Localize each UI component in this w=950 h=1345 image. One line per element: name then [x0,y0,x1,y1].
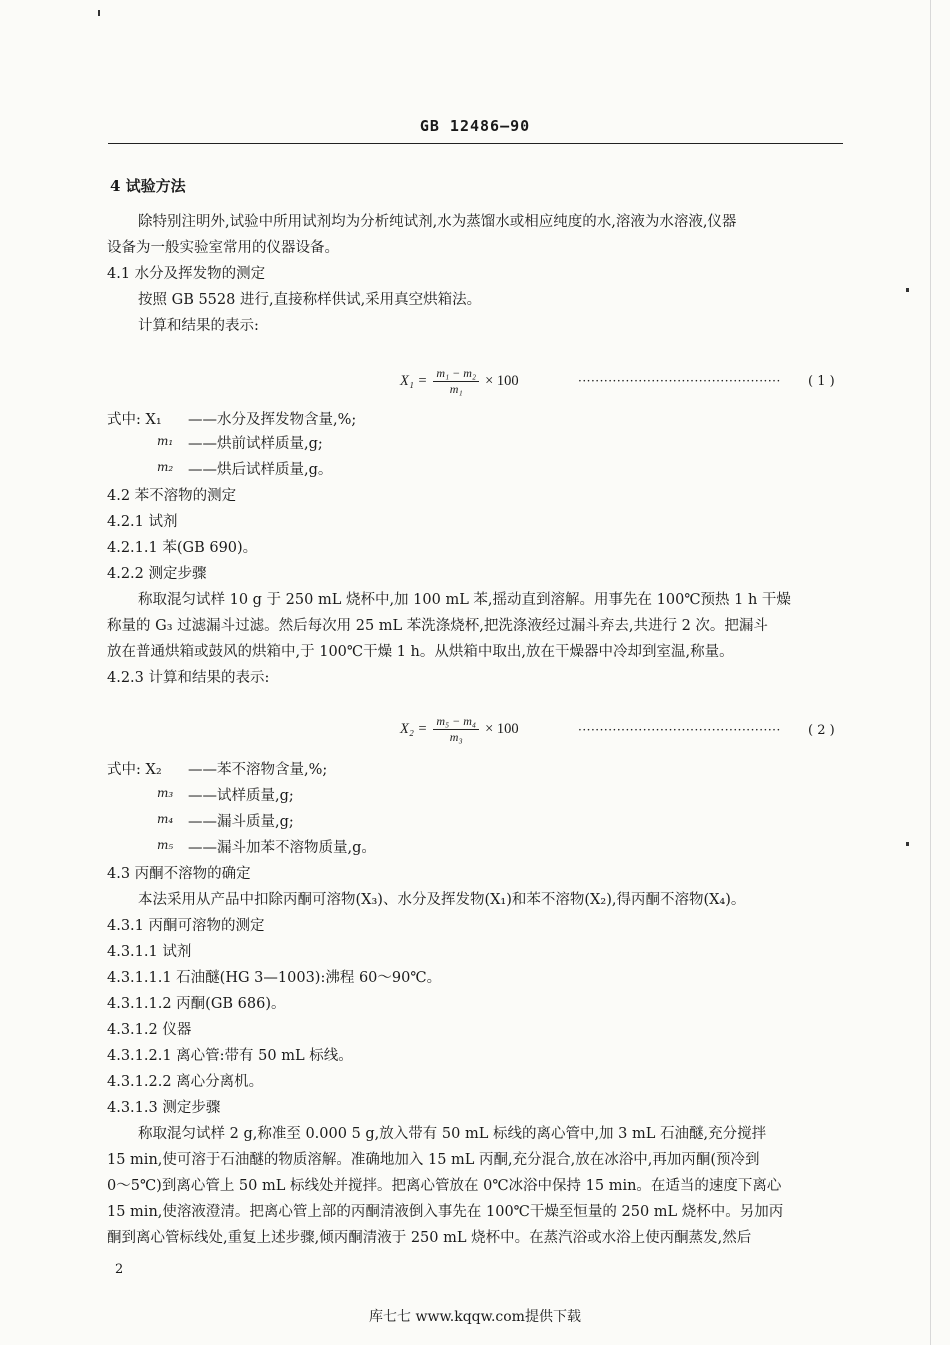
section-4-3-1-3-title: 4.3.1.3 测定步骤 [107,1100,221,1116]
formula-1-denominator: m₁ [449,382,463,396]
section-4-3-1-1-1: 4.3.1.1.1 石油醚(HG 3—1003):沸程 60～90℃。 [107,970,442,986]
section-4-2-2-para-line1: 称取混匀试样 10 g 于 250 mL 烧杯中,加 100 mL 苯,摇动直到溶解。用事先在 100℃预热 1 h 干燥 [138,592,791,608]
section-4-2-1-1-title: 4.2.1.1 苯(GB 690)。 [107,540,258,556]
scan-edge-line [930,0,931,1345]
section-4-3-1-title: 4.3.1 丙酮可溶物的测定 [107,918,265,934]
formula-1-multiplier: × 100 [485,373,519,389]
section-4-1-text2: 计算和结果的表示: [138,318,259,334]
section-4-3-title: 4.3 丙酮不溶物的确定 [107,866,251,882]
formula-1-fraction [433,366,479,397]
formula-2-leader-dots: ··············································· [578,723,781,737]
where-x2-symbol: 式中: X₂ [107,762,162,778]
section-4-2-1-title: 4.2.1 试剂 [107,514,178,530]
formula-1-lhs: X₁ = [400,373,428,389]
section-4-3-1-3-para-line4: 15 min,使溶液澄清。把离心管上部的丙酮清液倒入事先在 100℃干燥至恒量的 250 mL 烧杯中。另加丙 [107,1204,784,1220]
where-m3-desc: ——试样质量,g; [188,788,294,804]
where-m2-symbol: m₂ [157,460,174,474]
formula-1-numerator: m₁ − m₂ [433,366,479,382]
formula-2-numerator: m₅ − m₄ [433,714,479,730]
page-number: 2 [115,1262,124,1277]
section-4-3-1-2-2: 4.3.1.2.2 离心分离机。 [107,1074,264,1090]
formula-1-number: ( 1 ) [808,374,835,389]
where-m1-desc: ——烘前试样质量,g; [188,436,323,452]
where-m2-desc: ——烘后试样质量,g。 [188,462,333,478]
section-4-2-title: 4.2 苯不溶物的测定 [107,488,237,504]
formula-2-lhs: X₂ = [400,721,428,737]
section-4-1-text1: 按照 GB 5528 进行,直接称样供试,采用真空烘箱法。 [138,292,482,308]
header-rule [108,143,843,144]
where-m4-symbol: m₄ [157,812,174,826]
formula-2 [400,714,519,745]
section-4-3-1-3-para-line5: 酮到离心管标线处,重复上述步骤,倾丙酮清液于 250 mL 烧杯中。在蒸汽浴或水浴上使丙酮蒸发,然后 [107,1230,752,1246]
section-4-3-1-1-2: 4.3.1.1.2 丙酮(GB 686)。 [107,996,286,1012]
formula-1 [400,366,519,397]
section-4-3-1-3-para-line1: 称取混匀试样 2 g,称准至 0.000 5 g,放入带有 50 mL 标线的离心管中,加 3 mL 石油醚,充分搅拌 [138,1126,767,1142]
section-4-3-1-2-1: 4.3.1.2.1 离心管:带有 50 mL 标线。 [107,1048,353,1064]
section-4-3-1-3-para-line2: 15 min,使可溶于石油醚的物质溶解。准确地加入 15 mL 丙酮,充分混合,放在冰浴中,再加丙酮(预冷到 [107,1152,760,1168]
section-4-intro-line2: 设备为一般实验室常用的仪器设备。 [107,240,339,256]
section-4-3-intro: 本法采用从产品中扣除丙酮可溶物(X₃)、水分及挥发物(X₁)和苯不溶物(X₂),得丙酮不溶物(X₄)。 [138,892,746,908]
formula-2-fraction [433,714,479,745]
section-4-3-1-3-para-line3: 0～5℃)到离心管上 50 mL 标线处并搅拌。把离心管放在 0℃冰浴中保持 15 min。在适当的速度下离心 [107,1178,782,1194]
scan-mark [98,10,100,16]
formula-2-denominator: m₃ [449,730,463,744]
where-m4-desc: ——漏斗质量,g; [188,814,294,830]
scan-mark [906,288,909,292]
section-4-title: 4 试验方法 [110,177,186,195]
where-x1-desc: ——水分及挥发物含量,%; [188,412,357,428]
section-4-2-2-para-line3: 放在普通烘箱或鼓风的烘箱中,于 100℃干燥 1 h。从烘箱中取出,放在干燥器中冷却到室温,称量。 [107,644,734,660]
section-4-3-1-2-title: 4.3.1.2 仪器 [107,1022,192,1038]
section-4-2-2-title: 4.2.2 测定步骤 [107,566,207,582]
section-4-3-1-1-title: 4.3.1.1 试剂 [107,944,192,960]
section-4-1-title: 4.1 水分及挥发物的测定 [107,266,266,282]
standard-code-header: GB 12486—90 [419,117,531,135]
where-m5-symbol: m₅ [157,838,174,852]
where-m1-symbol: m₁ [157,434,174,448]
section-4-intro-line1: 除特别注明外,试验中所用试剂均为分析纯试剂,水为蒸馏水或相应纯度的水,溶液为水溶液,仪器 [138,214,737,230]
where-m3-symbol: m₃ [157,786,174,800]
formula-2-number: ( 2 ) [808,723,835,738]
section-4-2-2-para-line2: 称量的 G₃ 过滤漏斗过滤。然后每次用 25 mL 苯洗涤烧杯,把洗涤液经过漏斗弃去,共进行 2 次。把漏斗 [107,618,768,634]
download-footer: 库七七 www.kqqw.com提供下载 [369,1309,581,1325]
scan-mark [906,842,909,846]
where-x1-symbol: 式中: X₁ [107,412,162,428]
where-x2-desc: ——苯不溶物含量,%; [188,762,328,778]
formula-1-leader-dots: ··············································· [578,374,781,388]
section-4-2-3-title: 4.2.3 计算和结果的表示: [107,670,270,686]
formula-2-multiplier: × 100 [485,721,519,737]
where-m5-desc: ——漏斗加苯不溶物质量,g。 [188,840,376,856]
